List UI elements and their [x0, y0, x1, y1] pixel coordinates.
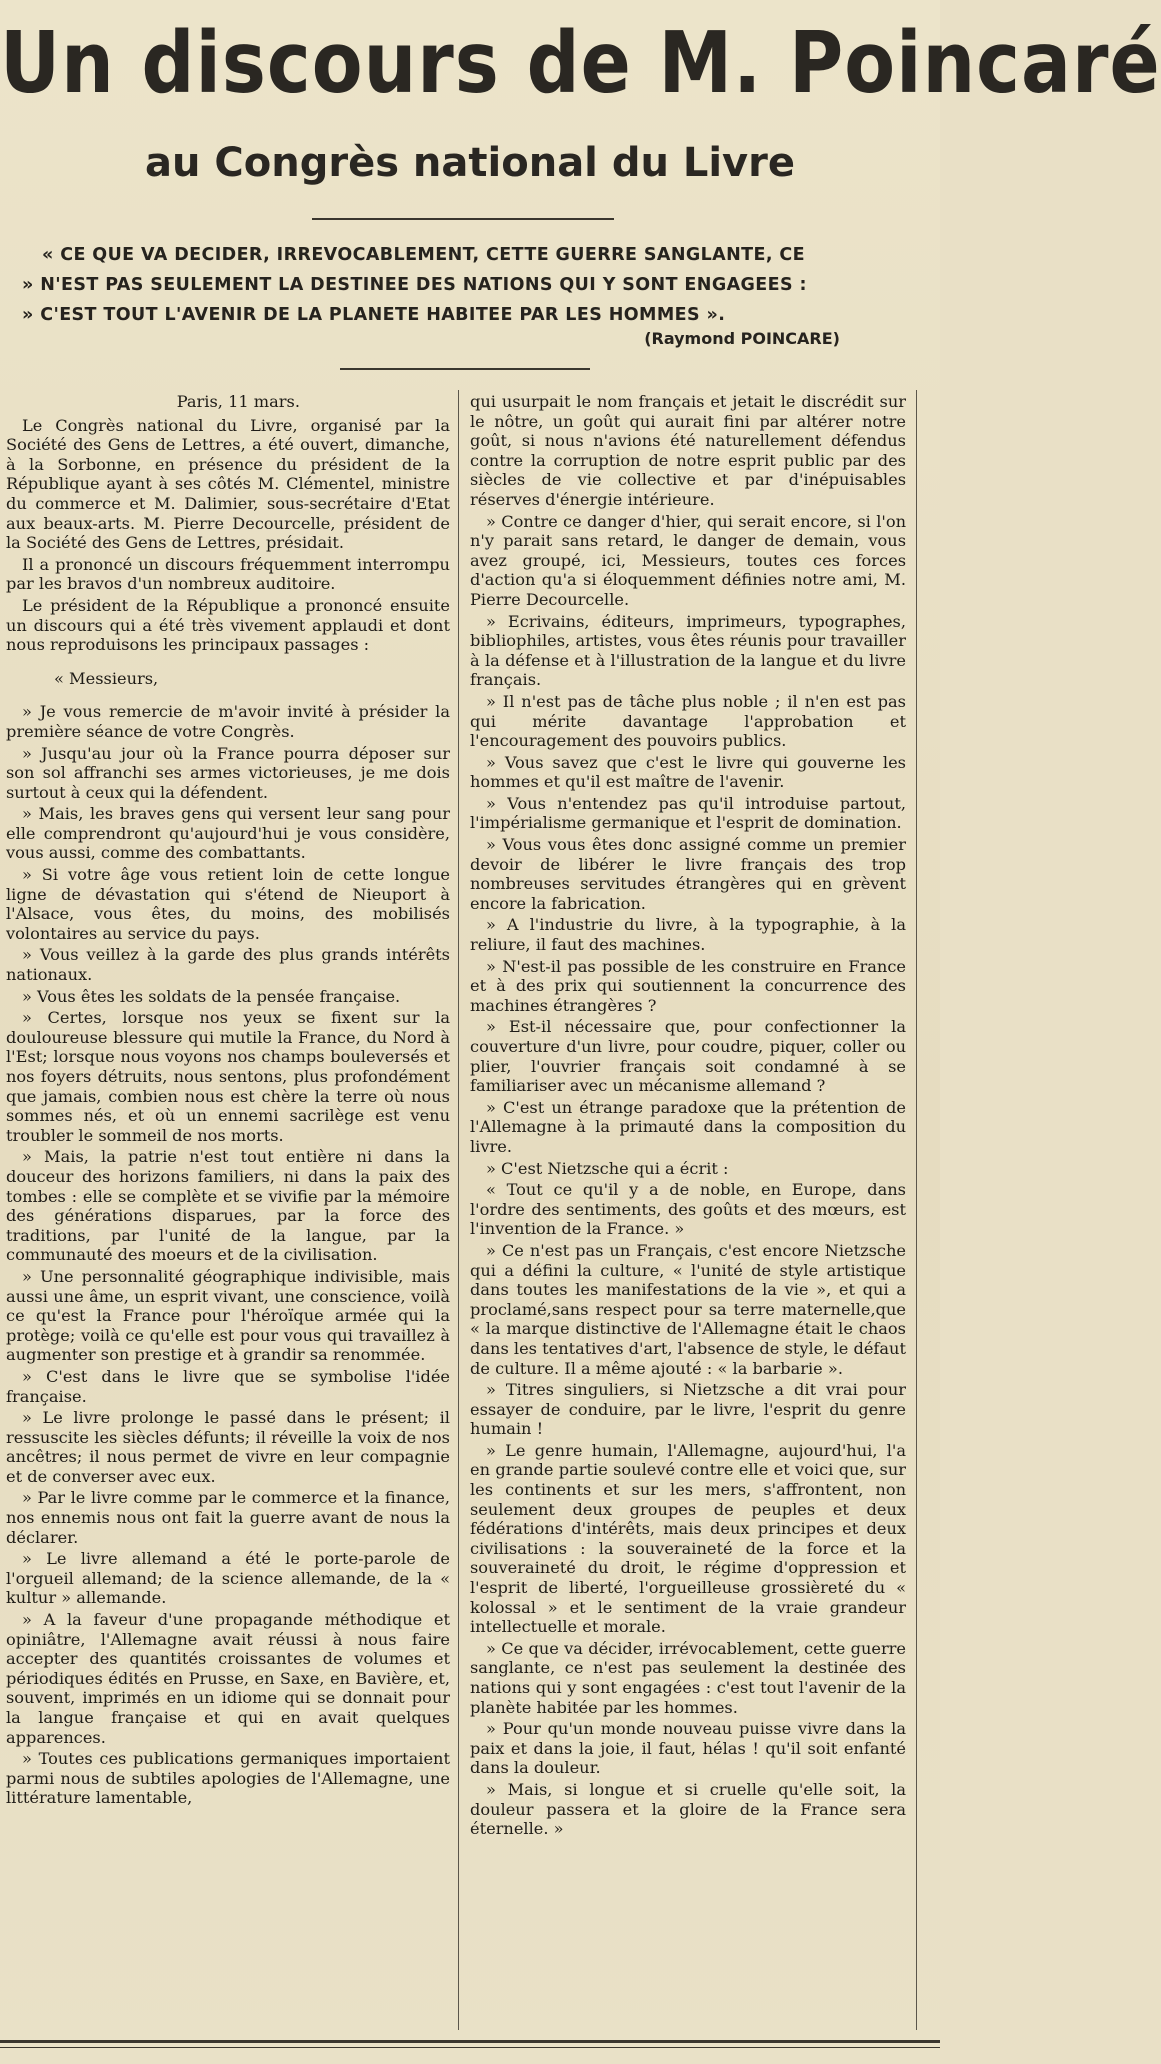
paragraph: » Par le livre comme par le commerce et la finance, nos ennemis nous ont fait la guerre avant de nous la déclarer. — [6, 1488, 450, 1547]
epigraph-line: « CE QUE VA DECIDER, IRREVOCABLEMENT, CETTE GUERRE SANGLANTE, CE — [42, 245, 806, 265]
bottom-rule — [0, 2040, 940, 2043]
paragraph: » Vous vous êtes donc assigné comme un premier devoir de libérer le livre français des trop nombreuses servitudes étrangères qui en grèvent encore la fabrication. — [470, 835, 906, 913]
column-divider — [458, 390, 459, 2030]
paragraph: » Jusqu'au jour où la France pourra déposer sur son sol affranchi ses armes victorieuses, je me dois surtout à ceux qui la défendent. — [6, 743, 450, 802]
paragraph: » Le livre allemand a été le porte-parole de l'orgueil allemand; de la science allemande, de la « kultur » allemande. — [6, 1549, 450, 1608]
paragraph: » Mais, si longue et si cruelle qu'elle soit, la douleur passera et la gloire de la France sera éternelle. » — [470, 1779, 906, 1839]
epigraph — [20, 240, 920, 330]
paragraph: qui usurpait le nom français et jetait le discrédit sur le nôtre, un goût qui aurait fini par altérer notre goût, si nous n'avions été naturellement défendus contre la corruption de notre esprit public par des siècles de vie collective et par d'inépuisables réserves d'énergie intérieure. — [470, 392, 906, 509]
paragraph: » Mais, les braves gens qui versent leur sang pour elle comprendront qu'aujourd'hui je vous considère, vous aussi, comme des combattants. — [6, 804, 450, 863]
quotation: « Tout ce qu'il y a de noble, en Europe, dans l'ordre des sentiments, des goûts et des mœurs, est l'invention de la France. » — [470, 1180, 906, 1239]
article-headline: Un discours de M. Poincaré — [0, 14, 1161, 113]
paragraph: » C'est un étrange paradoxe que la prétention de l'Allemagne à la primauté dans la composition du livre. — [470, 1097, 906, 1156]
paragraph: » Le genre humain, l'Allemagne, aujourd'hui, l'a en grande partie soulevé contre elle et voici que, sur les continents et sur les mers, s'affrontent, non seulement deux groupes de peuples et deux fédérations d'intérêts, mais deux principes et deux civilisations : la souveraineté de la force et la souveraineté du droit, le régime d'oppression et l'esprit de liberté, l'orgueilleuse grossièreté du « kolossal » et le sentiment de la vraie grandeur intellectuelle et morale. — [470, 1440, 906, 1637]
paragraph: » Mais, la patrie n'est tout entière ni dans la douceur des horizons familiers, ni dans la paix des tombes : elle se complète et se vivifie par la mémoire des générations disparues, par la force des traditions, par l'unité de la langue, par la communauté des moeurs et de la civilisation. — [6, 1147, 450, 1265]
paragraph: » Certes, lorsque nos yeux se fixent sur la douloureuse blessure qui mutile la France, du Nord à l'Est; lorsque nous voyons nos champs bouleversés et nos foyers détruits, nous sentons, plus profondément que jamais, combien nous est chère la terre où nous sommes nés, et où un ennemi sacrilège est venu troubler le sommeil de nos morts. — [6, 1008, 450, 1145]
paragraph: » Ecrivains, éditeurs, imprimeurs, typographes, bibliophiles, artistes, vous êtes réunis pour travailler à la défense et à l'illustration de la langue et du livre français. — [470, 611, 906, 690]
paragraph: Il a prononcé un discours fréquemment interrompu par les bravos d'un nombreux auditoire. — [6, 554, 450, 594]
paragraph: » Est-il nécessaire que, pour confectionner la couverture d'un livre, pour coudre, piquer, coller ou plier, l'ouvrier français soit condamné à se familiariser avec un mécanisme allemand ? — [470, 1017, 906, 1096]
paragraph: » Si votre âge vous retient loin de cette longue ligne de dévastation qui s'étend de Nieuport à l'Alsace, vous êtes, du moins, des mobilisés volontaires au service du pays. — [6, 865, 450, 943]
dateline: Paris, 11 mars. — [176, 392, 300, 411]
paragraph: » Vous n'entendez pas qu'il introduise partout, l'impérialisme germanique et l'esprit de domination. — [470, 793, 906, 833]
paragraph: » Pour qu'un monde nouveau puisse vivre dans la paix et dans la joie, il faut, hélas ! qu'il soit enfanté dans la douleur. — [470, 1719, 906, 1778]
paragraph: Le président de la République a prononcé ensuite un discours qui a été très vivement applaudi et dont nous reproduisons les principaux passages : — [6, 595, 450, 655]
paragraph: » Il n'est pas de tâche plus noble ; il n'en est pas qui mérite davantage l'approbation et l'encouragement des pouvoirs publics. — [470, 691, 906, 751]
epigraph-line: » N'EST PAS SEULEMENT LA DESTINEE DES NATIONS QUI Y SONT ENGAGEES : — [22, 275, 807, 295]
paragraph: » Vous êtes les soldats de la pensée française. — [22, 986, 401, 1006]
paragraph: » Je vous remercie de m'avoir invité à présider la première séance de votre Congrès. — [6, 702, 450, 741]
paragraph: » Titres singuliers, si Nietzsche a dit vrai pour essayer de conduire, par le livre, l'esprit du genre humain ! — [470, 1380, 906, 1439]
article-column-2 — [470, 392, 906, 1841]
bottom-rule-thin — [0, 2047, 940, 2048]
paragraph: » Le livre prolonge le passé dans le présent; il ressuscite les siècles défunts; il réveille la voix de nos ancêtres; il nous permet de vivre en leur compagnie et de converser avec eux. — [6, 1408, 450, 1486]
paragraph: » Ce que va décider, irrévocablement, cette guerre sanglante, ce n'est pas seulement la destinée des nations qui y sont engagées : c'est tout l'avenir de la planète habitée par les hommes. — [470, 1638, 906, 1717]
epigraph-attribution: (Raymond POINCARE) — [644, 329, 840, 348]
paragraph: » Toutes ces publications germaniques importaient parmi nous de subtiles apologies de l'Allemagne, une littérature lamentable, — [6, 1749, 450, 1808]
paragraph: » Vous veillez à la garde des plus grands intérêts nationaux. — [6, 945, 450, 985]
paragraph: » Ce n'est pas un Français, c'est encore Nietzsche qui a défini la culture, « l'unité de style artistique dans toutes les manifestations de la vie », et qui a proclamé,sans respect pour sa terre maternelle,que « la marque distinctive de l'Allemagne était le chaos dans les tentatives d'art, l'absence de style, le défaut de culture. Il a même ajouté : « la barbarie ». — [470, 1240, 906, 1378]
column-divider — [916, 390, 917, 2030]
header-divider — [312, 218, 614, 220]
article-subheadline: au Congrès national du Livre — [145, 140, 795, 186]
epigraph-divider — [340, 368, 590, 370]
paragraph: » A l'industrie du livre, à la typographie, à la reliure, il faut des machines. — [470, 915, 906, 955]
salutation: « Messieurs, — [54, 668, 159, 688]
article-column-1 — [6, 392, 450, 1810]
paragraph: » N'est-il pas possible de les construire en France et à des prix qui soutiennent la concurrence des machines étrangères ? — [470, 956, 906, 1015]
paragraph: Le Congrès national du Livre, organisé par la Société des Gens de Lettres, a été ouvert, dimanche, à la Sorbonne, en présence du président de la République ayant à ses côtés M. Clémentel, ministre du commerce et M. Dalimier, sous-secrétaire d'Etat aux beaux-arts. M. Pierre Decourcelle, président de la Société des Gens de Lettres, présidait. — [6, 415, 450, 553]
paragraph: » C'est Nietzsche qui a écrit : — [486, 1158, 729, 1178]
paragraph: » Une personnalité géographique indivisible, mais aussi une âme, un esprit vivant, une conscience, voilà ce qu'est la France pour l'héroïque armée qui la protège; voilà ce qu'elle est pour vous qui travaillez à augmenter son prestige et à grandir sa renommée. — [6, 1266, 450, 1365]
paragraph: » A la faveur d'une propagande méthodique et opiniâtre, l'Allemagne avait réussi à nous faire accepter des quantités croissantes de volumes et périodiques édités en Prusse, en Saxe, en Bavière, et, souvent, imprimés en un idiome qui se donnait pour la langue française et qui en avait quelques apparences. — [6, 1610, 450, 1747]
paragraph: » C'est dans le livre que se symbolise l'idée française. — [6, 1366, 450, 1406]
epigraph-line: » C'EST TOUT L'AVENIR DE LA PLANETE HABITEE PAR LES HOMMES ». — [22, 305, 726, 325]
paragraph: » Contre ce danger d'hier, qui serait encore, si l'on n'y parait sans retard, le danger de demain, vous avez groupé, ici, Messieurs, toutes ces forces d'action qu'a si éloquemment définies notre ami, M. Pierre Decourcelle. — [470, 511, 906, 609]
paragraph: » Vous savez que c'est le livre qui gouverne les hommes et qu'il est maître de l'avenir. — [470, 752, 906, 792]
